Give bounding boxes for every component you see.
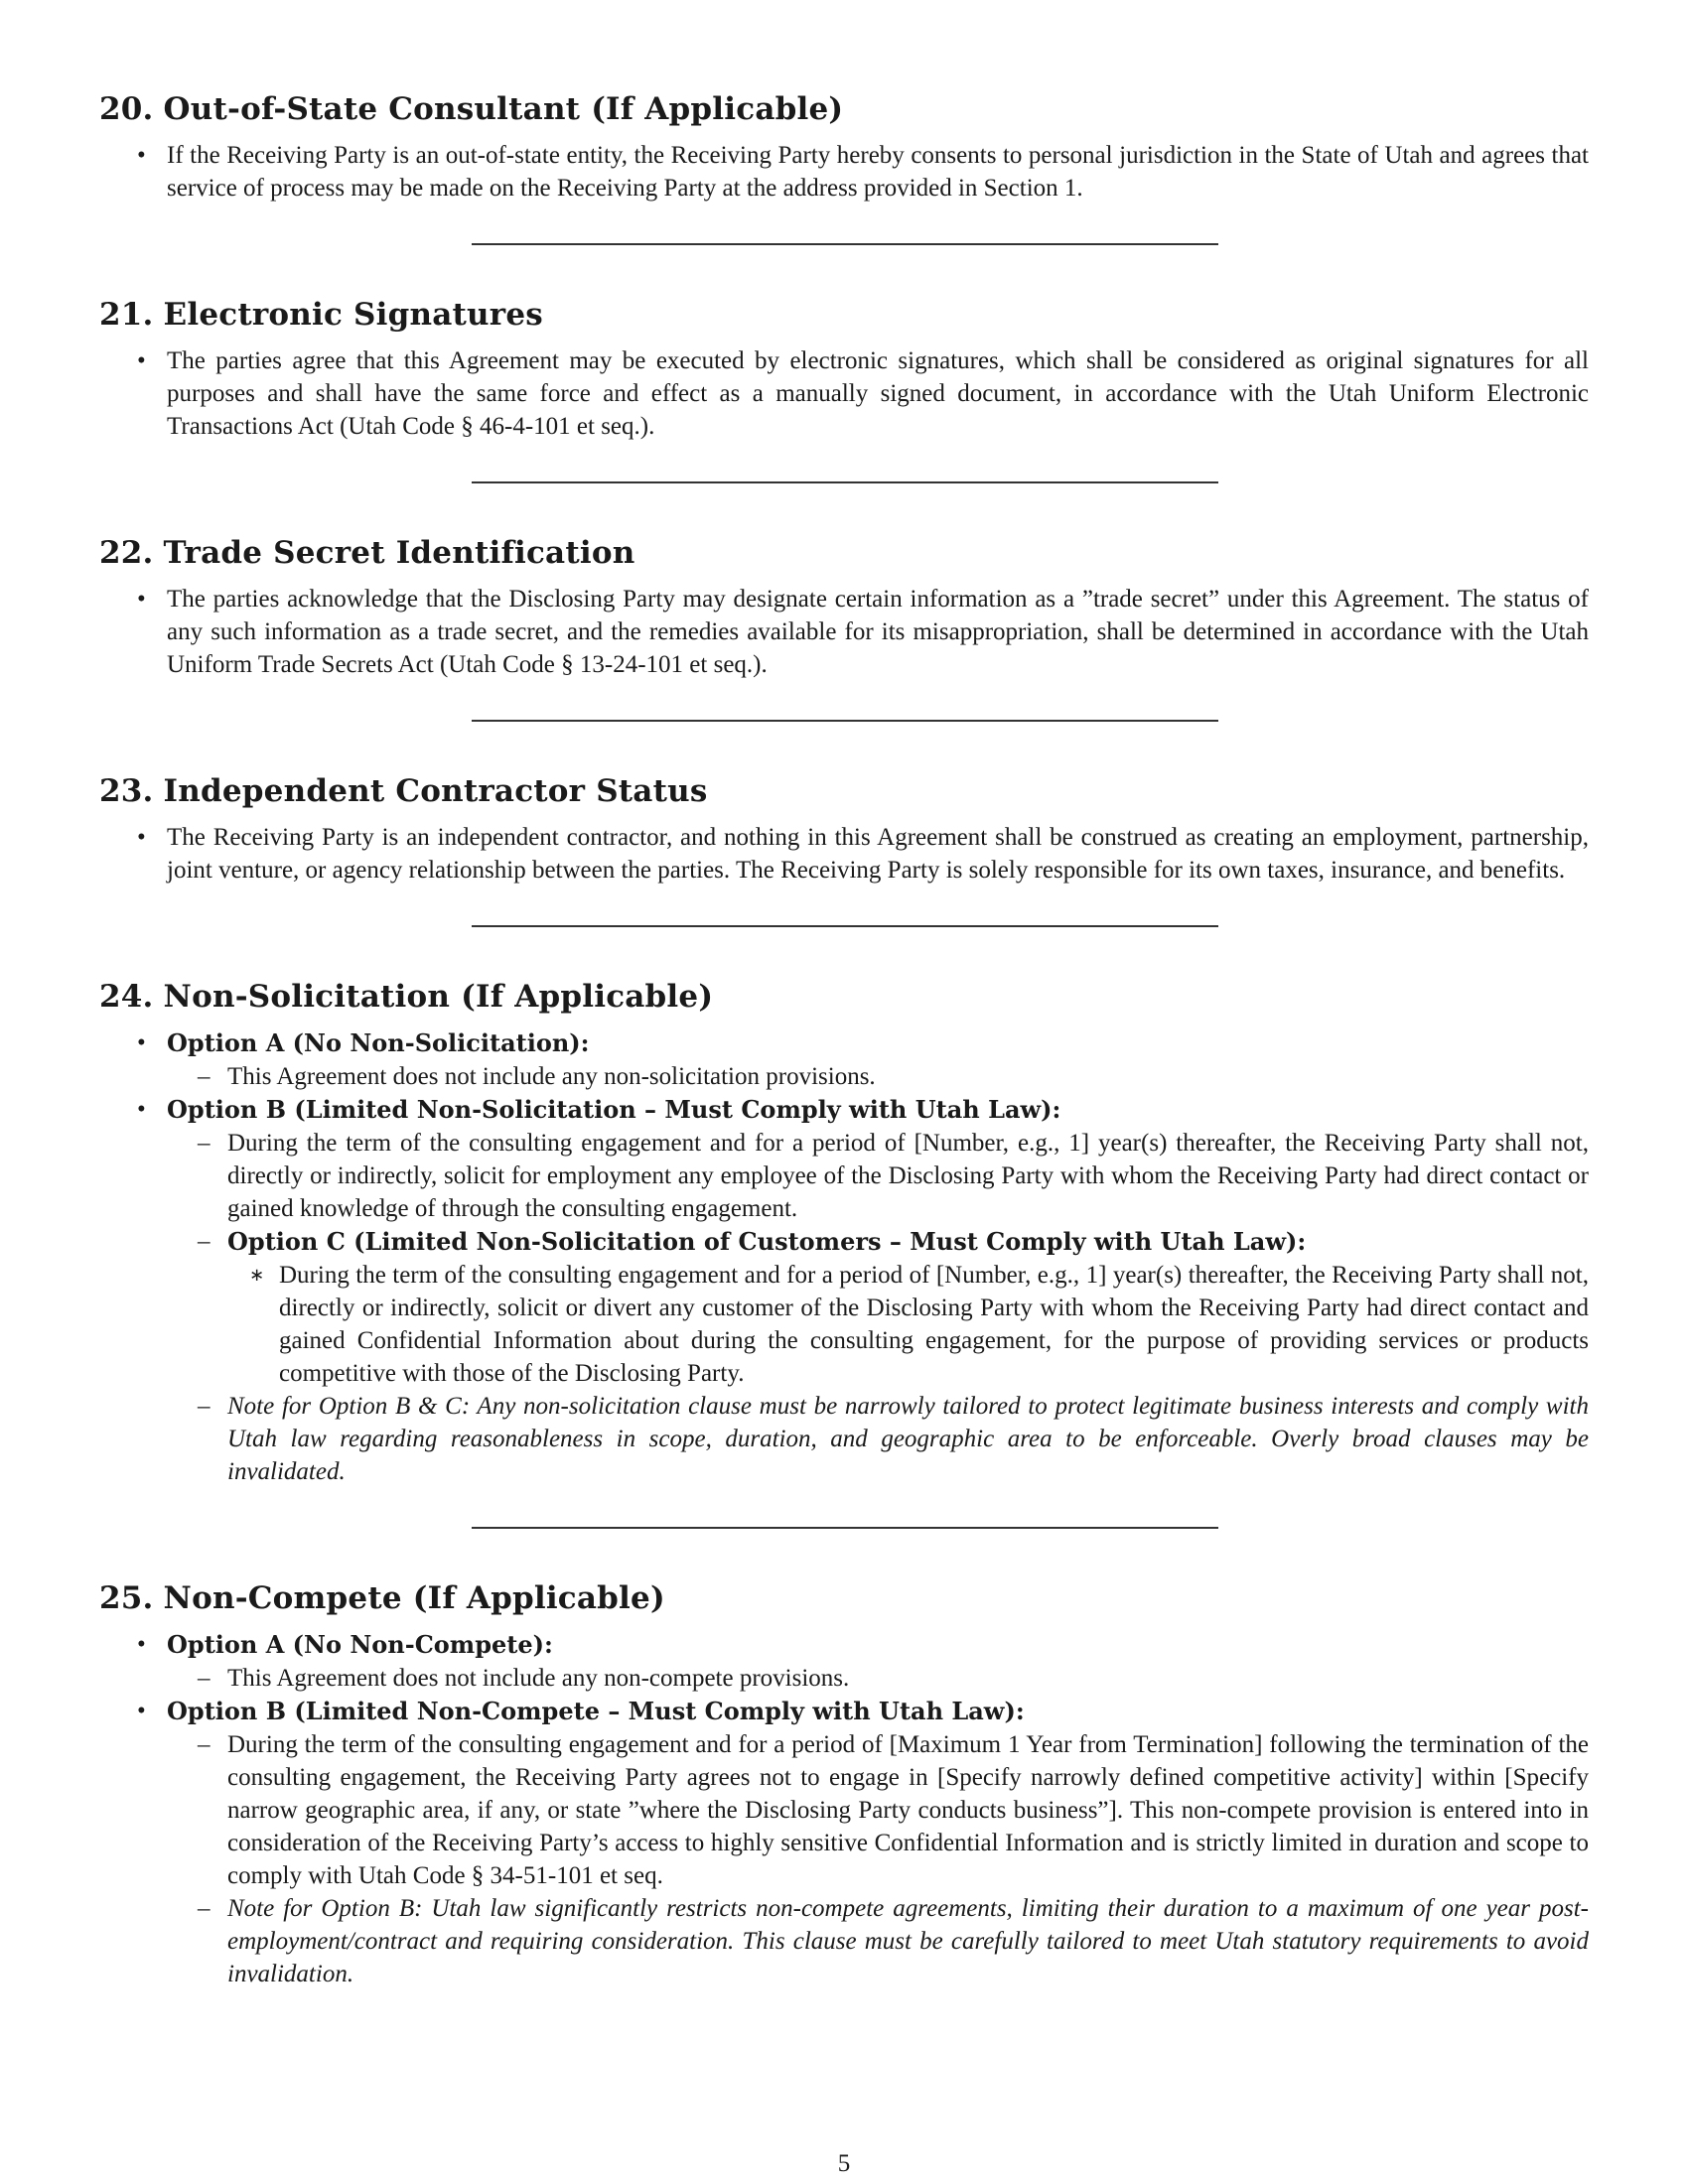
section-number: 25.: [99, 1580, 154, 1616]
section-number: 20.: [99, 91, 154, 127]
option-label: Option A (No Non-Compete):: [167, 1630, 553, 1659]
section-heading: [99, 977, 1589, 1017]
section-title: Independent Contractor Status: [163, 773, 708, 809]
section-number: 21.: [99, 297, 154, 333]
section-20: [99, 89, 1589, 205]
option-text: – This Agreement does not include any non-compete provisions.: [167, 1662, 1589, 1695]
section-23: [99, 771, 1589, 887]
option-label: Option C (Limited Non-Solicitation of Customers – Must Comply with Utah Law):: [227, 1227, 1307, 1256]
bullet-item: • The parties acknowledge that the Disclosing Party may designate certain information as a ”trade secret” under this Agreement. The status of any such information as a trade secret, and the remedies available for its misappropriation, shall be determined in accordance with the Utah Uniform Trade Secrets Act (Utah Code § 13-24-101 et seq.).: [99, 583, 1589, 681]
option-b-item: [99, 1093, 1589, 1488]
option-text: – This Agreement does not include any non-solicitation provisions.: [167, 1060, 1589, 1093]
section-22: [99, 533, 1589, 681]
section-title: Electronic Signatures: [163, 297, 543, 333]
option-label: Option B (Limited Non-Solicitation – Must Comply with Utah Law):: [167, 1095, 1061, 1124]
option-note: – Note for Option B: Utah law significantly restricts non-compete agreements, limiting their duration to a maximum of one year post-employment/contract and requiring consideration. This clause must be carefully tailored to meet Utah statutory requirements to avoid invalidation.: [167, 1892, 1589, 1990]
option-a-item: [99, 1628, 1589, 1695]
option-c-item: [167, 1225, 1589, 1390]
option-text: – During the term of the consulting engagement and for a period of [Number, e.g., 1] year(s) thereafter, the Receiving Party shall not, directly or indirectly, solicit for employment any employee of the Disclosing Party with whom the Receiving Party had direct contact or gained knowledge of through the consulting engagement.: [167, 1127, 1589, 1225]
section-21: [99, 295, 1589, 443]
option-label: Option A (No Non-Solicitation):: [167, 1028, 590, 1057]
bullet-item: • If the Receiving Party is an out-of-state entity, the Receiving Party hereby consents to personal jurisdiction in the State of Utah and agrees that service of process may be made on the Receiving Party at the address provided in Section 1.: [99, 139, 1589, 205]
section-title: Trade Secret Identification: [163, 535, 635, 571]
option-text: ∗ During the term of the consulting engagement and for a period of [Number, e.g., 1] year(s) thereafter, the Receiving Party shall not, directly or indirectly, solicit or divert any customer of the Disclosing Party with whom the Receiving Party had direct contact and gained Confidential Information about during the consulting engagement, for the purpose of providing services or products competitive with those of the Disclosing Party.: [227, 1259, 1589, 1390]
document-page: [99, 89, 1589, 1990]
section-heading: [99, 295, 1589, 335]
section-title: Non-Solicitation (If Applicable): [163, 979, 714, 1015]
option-b-item: [99, 1695, 1589, 1990]
section-heading: [99, 771, 1589, 811]
section-heading: [99, 89, 1589, 129]
bullet-item: • The Receiving Party is an independent contractor, and nothing in this Agreement shall be construed as creating an employment, partnership, joint venture, or agency relationship between the parties. The Receiving Party is solely responsible for its own taxes, insurance, and benefits.: [99, 821, 1589, 887]
section-25: [99, 1578, 1589, 1990]
section-24: [99, 977, 1589, 1488]
option-text: – During the term of the consulting engagement and for a period of [Maximum 1 Year from Termination] following the termination of the consulting engagement, the Receiving Party agrees not to engage in [Specify narrowly defined competitive activity] within [Specify narrow geographic area, if any, or state ”where the Disclosing Party conducts business”]. This non-compete provision is entered into in consideration of the Receiving Party’s access to highly sensitive Confidential Information and is strictly limited in duration and scope to comply with Utah Code § 34-51-101 et seq.: [167, 1728, 1589, 1892]
section-number: 24.: [99, 979, 154, 1015]
section-heading: [99, 533, 1589, 573]
option-note: – Note for Option B & C: Any non-solicitation clause must be narrowly tailored to protect legitimate business interests and comply with Utah law regarding reasonableness in scope, duration, and geographic area to be enforceable. Overly broad clauses may be invalidated.: [167, 1390, 1589, 1488]
section-title: Non-Compete (If Applicable): [163, 1580, 665, 1616]
option-label: Option B (Limited Non-Compete – Must Comply with Utah Law):: [167, 1697, 1025, 1725]
section-number: 23.: [99, 773, 154, 809]
section-heading: [99, 1578, 1589, 1618]
bullet-item: • The parties agree that this Agreement may be executed by electronic signatures, which shall be considered as original signatures for all purposes and shall have the same force and effect as a manually signed document, in accordance with the Utah Uniform Electronic Transactions Act (Utah Code § 46-4-101 et seq.).: [99, 344, 1589, 443]
option-a-item: [99, 1026, 1589, 1093]
section-number: 22.: [99, 535, 154, 571]
section-title: Out-of-State Consultant (If Applicable): [163, 91, 844, 127]
page-number: 5: [837, 2150, 851, 2177]
